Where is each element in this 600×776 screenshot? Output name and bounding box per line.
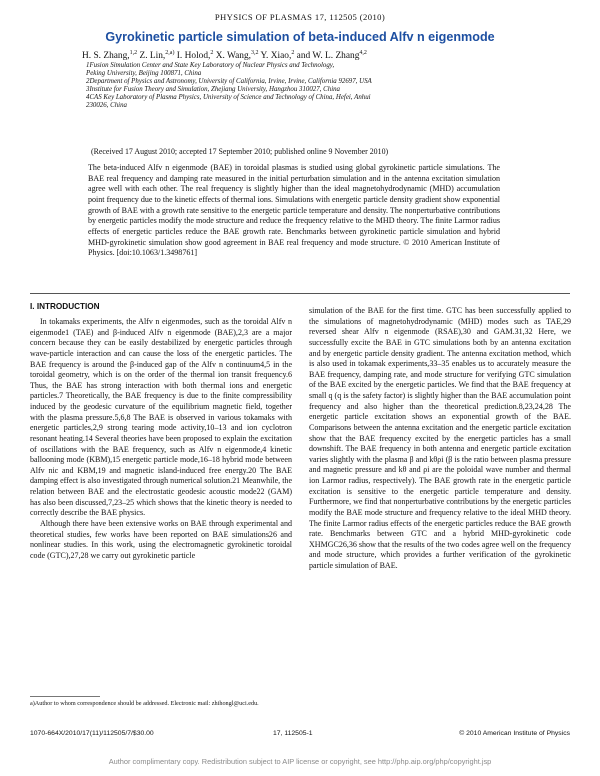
right-paragraph-1: simulation of the BAE for the first time. GTC has been successfully applied to the simulations of magnetohydrodynamic (MHD) modes such as TAE,29 reversed shear Alfv n eigenmode (RSAE),30 and GAM.31,32 Here, we successfully excite the BAE in GTC simulations both by an antenna excitation and by energetic particle density gradient. The antenna excitation method, which is also used in tokamak experiments,33–35 enables us to accurately measure the BAE frequency, damping rate, and mode structure for verifying GTC simulation of the BAE excited by the energetic particles. We find that the BAE frequency at small q (q is the safety factor) is slightly higher than the BAE accumulation point frequency and also higher than the theoretical prediction.8,23,24,28 The energetic particle excitation shows an exponential growth of the BAE. Comparisons between the antenna excitation and the energetic particle excitation show that the BAE frequency excited by the energetic particles has a small downshift. The BAE frequency in both antenna and energetic particle excitation varies slightly with the plasma β and kθρi (β is the ratio between plasma pressure and magnetic pressure and kθ and ρi are the poloidal wave number and thermal ion Larmor radius, respectively). The BAE growth rate in the energetic particle excitation is sensitive to the energetic particle temperature and density. Furthermore, we find that nonperturbative contributions by the energetic particles modify the BAE mode structure and frequency relative to the ideal MHD theory. The finite Larmor radius effects of the energetic particles reduce the BAE growth rate. Benchmarks between GTC and a hybrid MHD-gyrokinetic code XHMGC26,36 show that the results of the two codes agree well on the frequency and mode structure, which provides a further verification of the gyrokinetic particle simulation of BAE. (309, 306, 571, 570)
affiliation-2: 2Department of Physics and Astronomy, University of California, Irvine, Irvine, California 92697, USA (86, 78, 372, 85)
footer-copyright: © 2010 American Institute of Physics (459, 730, 570, 737)
abstract: The beta-induced Alfv n eigenmode (BAE) in toroidal plasmas is studied using global gyrokinetic particle simulations. The BAE real frequency and damping rate measured in the initial perturbation simulation and in the antenna excitation simulation agree well with each other. The real frequency is slightly higher than the ideal magnetohydrodynamic (MHD) accumulation point frequency due to the kinetic effects of thermal ions. Simulations with energetic particle density gradient show exponential growth of BAE with a growth rate sensitive to the energetic particle temperature and density. The nonperturbative contributions by energetic particles modify the mode structure and reduce the frequency relative to the MHD theory. The finite Larmor radius effects of energetic particles reduce the BAE growth rate. Benchmarks between gyrokinetic particle simulation and hybrid MHD-gyrokinetic simulation show good agreement in BAE real frequency and mode structure. © 2010 American Institute of Physics. [doi:10.1063/1.3498761] (88, 163, 500, 258)
footnote: a)Author to whom correspondence should be addressed. Electronic mail: zhihongl@uci.edu. (30, 700, 259, 707)
received-dates: (Received 17 August 2010; accepted 17 September 2010; published online 9 November 2010) (91, 147, 389, 156)
footer-page: 17, 112505-1 (273, 730, 313, 737)
left-paragraph-1: In tokamaks experiments, the Alfv n eigenmodes, such as the toroidal Alfv n eigenmode1 (TAE) and β-induced Alfv n eigenmode (BAE),2,3 are a major concern because they can be easily destabilized by energetic particles through wave-particle interaction and can cause the loss of the energetic particles. The BAE frequency is around the β-induced gap of the Alfv n continuum4,5 in the toroidal geometry, which is on the order of the thermal ion transit frequency.6 Thus, the BAE has strong interaction with both thermal ions and energetic particles.7 Theoretically, the BAE frequency is due to the finite compressibility induced by the geodesic curvature of the equilibrium magnetic field, together with the plasma pressure.5,6,8 The BAE is observed in various tokamaks with energetic particles,2,9 strong tearing mode activity,10–13 and ion cyclotron resonant heating.14 Several theories have been proposed to explain the excitation of oscillations with the BAE frequency, such as Alfv n eigenmode,4 kinetic ballooning mode (KBM),15 energetic particle mode,16–18 hybrid mode between Alfv nic and KBM,19 and magnetic island-induced free energy.20 The BAE damping effect is also investigated through numerical solution.21 Meanwhile, the relation between BAE and the electrostatic geodesic acoustic mode22 (GAM) has also been discussed,7,23–25 which shows that the kinetic theory is needed to correctly describe the BAE physics. (30, 317, 292, 518)
affiliation-4a: 4CAS Key Laboratory of Plasma Physics, University of Science and Technology of China, Hefei, Anhui (86, 94, 371, 101)
journal-header: PHYSICS OF PLASMAS 17, 112505 (2010) (214, 12, 386, 22)
section-divider (30, 293, 570, 294)
left-column (30, 317, 292, 561)
right-column (309, 306, 571, 572)
affiliation-3: 3Institute for Fusion Theory and Simulation, Zhejiang University, Hangzhou 310027, China (86, 86, 340, 93)
author-list: H. S. Zhang,$^{1,2}$ Z. Lin,$^{2,a)}$ I. Holod,$^2$ X. Wang,$^{3,2}$ Y. Xiao,$^2$ and W. L. Zhang$^{4,2}$ (82, 50, 367, 62)
footnote-rule (30, 696, 100, 697)
section-heading: I. INTRODUCTION (30, 302, 100, 311)
affiliation-4b: 230026, China (86, 102, 127, 109)
left-paragraph-2: Although there have been extensive works on BAE through experimental and theoretical studies, few works have been reported on BAE simulations26 and nonlinear studies. In this work, using the electromagnetic gyrokinetic toroidal code (GTC),27,28 we carry out gyrokinetic particle (30, 518, 292, 560)
paper-title: Gyrokinetic particle simulation of beta-induced Alfv n eigenmode (105, 30, 495, 44)
footer-issn: 1070-664X/2010/17(11)/112505/7/$30.00 (30, 730, 154, 737)
copyright-notice: Author complimentary copy. Redistribution subject to AIP license or copyright, see http://php.aip.org/php/copyright.jsp (108, 757, 492, 766)
affiliation-1b: Peking University, Beijing 100871, China (86, 70, 202, 77)
affiliation-1a: 1Fusion Simulation Center and State Key Laboratory of Nuclear Physics and Technology, (86, 62, 335, 69)
